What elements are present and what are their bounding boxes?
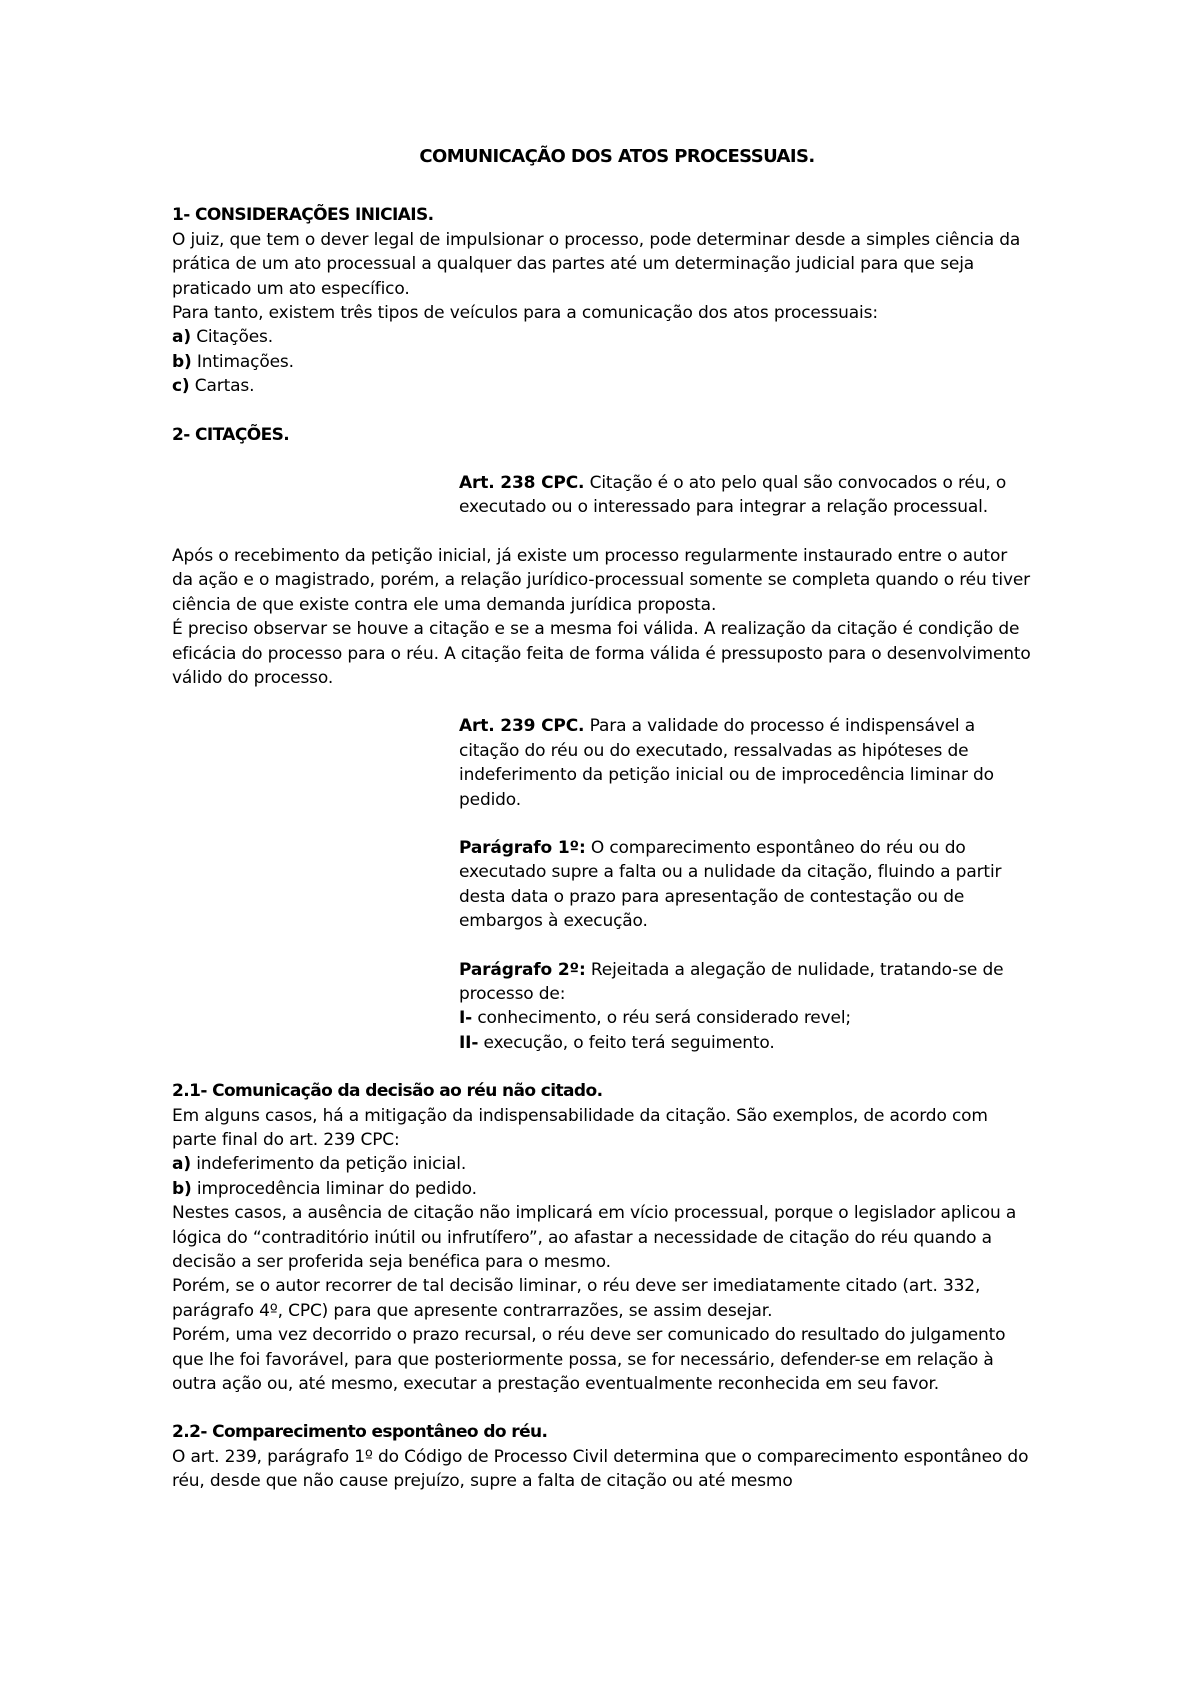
paragraph-1-text: O comparecimento espontâneo do réu ou do executado supre a falta ou a nulidade da citação, fluindo a partir desta data o prazo para apresentação de contestação ou de embargos à execução. [459, 837, 1002, 932]
list-text: indeferimento da petição inicial. [190, 1154, 467, 1175]
list-marker: a) [172, 327, 191, 348]
list-item [172, 1152, 1032, 1176]
section-2-2-heading: 2.2- Comparecimento espontâneo do réu. [172, 1422, 548, 1443]
list-marker: b) [172, 351, 192, 372]
section-2-heading: 2- CITAÇÕES. [172, 424, 290, 445]
section-1-paragraph-1: O juiz, que tem o dever legal de impulsionar o processo, pode determinar desde a simples ciência da prática de um ato processual a qualquer das partes até um determinação judicial para que seja praticado um ato específico. [172, 229, 1021, 299]
list-item [172, 350, 1032, 374]
list-item [172, 325, 1032, 349]
document-title: COMUNICAÇÃO DOS ATOS PROCESSUAIS. [419, 146, 815, 167]
list-marker: I- [459, 1008, 473, 1029]
paragraph-2-text: Rejeitada a alegação de nulidade, tratando-se de processo de: [459, 959, 1004, 1004]
list-text: execução, o feito terá seguimento. [478, 1032, 775, 1053]
list-marker: a) [172, 1154, 191, 1175]
list-marker: II- [459, 1032, 479, 1053]
list-item [172, 374, 1032, 398]
section-2-paragraph-1: Após o recebimento da petição inicial, já existe um processo regularmente instaurado entre o autor da ação e o magistrado, porém, a relação jurídico-processual somente se completa quando o réu tiver ciência de que existe contra ele uma demanda jurídica proposta. [172, 545, 1031, 615]
list-item [172, 1177, 1032, 1201]
section-2-1-heading: 2.1- Comunicação da decisão ao réu não citado. [172, 1081, 603, 1102]
section-1-heading: 1- CONSIDERAÇÕES INICIAIS. [172, 205, 434, 226]
section-2-1-paragraph-3: Porém, se o autor recorrer de tal decisão liminar, o réu deve ser imediatamente citado (art. 332, parágrafo 4º, CPC) para que apresente contrarrazões, se assim desejar. [172, 1276, 981, 1321]
section-2-paragraph-2: É preciso observar se houve a citação e se a mesma foi válida. A realização da citação é condição de eficácia do processo para o réu. A citação feita de forma válida é pressuposto para o desenvolvimento válido do processo. [172, 619, 1031, 688]
article-238-text: Citação é o ato pelo qual são convocados o réu, o executado ou o interessado para integrar a relação processual. [459, 473, 1007, 518]
list-text: Intimações. [191, 351, 294, 372]
list-item [459, 1031, 1034, 1055]
paragraph-1-label: Parágrafo 1º: [459, 837, 586, 858]
paragraph-2-quote [459, 958, 1034, 1007]
list-text: improcedência liminar do pedido. [191, 1178, 477, 1199]
section-2-1-paragraph-2: Nestes casos, a ausência de citação não implicará em vício processual, porque o legislador aplicou a lógica do “contraditório inútil ou infrutífero”, ao afastar a necessidade de citação do réu quando a decisão a ser proferida seja benéfica para o mesmo. [172, 1203, 1017, 1273]
list-marker: c) [172, 376, 190, 397]
document-content [172, 145, 1032, 1494]
article-238-quote [459, 471, 1034, 520]
list-item [459, 1006, 1034, 1030]
list-text: Citações. [190, 327, 274, 348]
section-2-2-paragraph-1: O art. 239, parágrafo 1º do Código de Processo Civil determina que o comparecimento espontâneo do réu, desde que não cause prejuízo, supre a falta de citação ou até mesmo [172, 1446, 1029, 1492]
list-marker: b) [172, 1178, 192, 1199]
section-2-1-paragraph-1: Em alguns casos, há a mitigação da indispensabilidade da citação. São exemplos, de acordo com parte final do art. 239 CPC: [172, 1105, 988, 1150]
article-238-label: Art. 238 CPC. [459, 473, 585, 494]
article-239-text: Para a validade do processo é indispensável a citação do réu ou do executado, ressalvadas as hipóteses de indeferimento da petição inicial ou de improcedência liminar do pedido. [459, 716, 994, 810]
section-2-1-paragraph-4: Porém, uma vez decorrido o prazo recursal, o réu deve ser comunicado do resultado do julgamento que lhe foi favorável, para que posteriormente possa, se for necessário, defender-se em relação à outra ação ou, até mesmo, executar a prestação eventualmente reconhecida em seu favor. [172, 1325, 1006, 1395]
section-1-paragraph-2: Para tanto, existem três tipos de veículos para a comunicação dos atos processuais: [172, 303, 878, 324]
list-text: Cartas. [189, 376, 255, 397]
list-text: conhecimento, o réu será considerado revel; [472, 1008, 851, 1029]
article-239-quote [459, 714, 1034, 812]
paragraph-2-label: Parágrafo 2º: [459, 959, 586, 980]
paragraph-1-quote [459, 836, 1034, 934]
article-239-label: Art. 239 CPC. [459, 716, 585, 737]
